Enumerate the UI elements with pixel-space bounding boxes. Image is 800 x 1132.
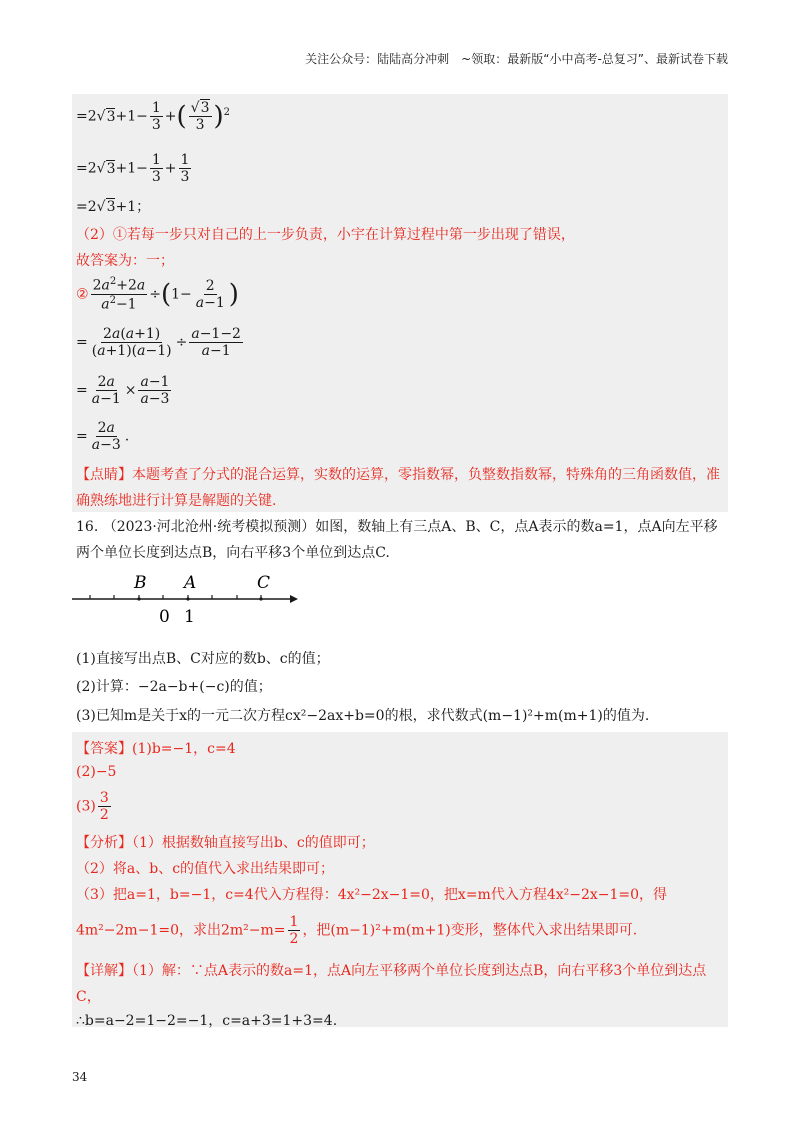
frac-num: a−1−2: [191, 326, 241, 342]
frac-den: 3: [151, 117, 161, 134]
sqrt-sign: √: [96, 108, 106, 125]
fraction: [150, 100, 163, 133]
analysis-line-2: （2）将a、b、c的值代入求出结果即可；: [76, 861, 335, 877]
eq-text: =2: [76, 160, 97, 177]
eq-text: 3: [106, 160, 116, 177]
frac-den: a−3: [140, 391, 170, 408]
q3-expression: (m−1)²+m(m+1): [482, 708, 603, 724]
frac-num: 3: [99, 790, 109, 806]
eq-text: =2: [76, 108, 97, 125]
answer-line-2: (2)−5: [76, 764, 117, 780]
q3-suffix: 的值为.: [602, 708, 650, 724]
label-A: A: [184, 573, 197, 593]
paren-open: (: [160, 279, 172, 310]
analysis-line-1: [76, 832, 375, 852]
frac-den: a−1: [195, 294, 225, 311]
problem16-line-1: [76, 516, 718, 536]
fraction: [288, 914, 301, 947]
note-text: 本题考查了分式的混合运算，实数的运算，零指数幂，负整数指数幂，特殊角的三角函数值，准: [132, 467, 720, 483]
equation-line-1: [76, 100, 230, 133]
fraction: [189, 100, 212, 133]
answer-line-1: [76, 738, 236, 758]
fraction: [138, 374, 171, 407]
answer-fill: 故答案为：一；: [76, 253, 174, 269]
q2-suffix: 的值；: [229, 679, 272, 695]
frac-num: 2: [205, 277, 215, 294]
number-line-figure: [72, 568, 302, 632]
problem16-line-2: 两个单位长度到达点B，向右平移3个单位到达点C.: [76, 545, 390, 561]
fraction: [90, 374, 123, 407]
eq-text: .: [124, 428, 130, 445]
analysis-line-3: （3）把a=1，b=−1，c=4代入方程得：4x²−2x−1=0，把x=m代入方程4x²−2x−1=0，得: [76, 887, 668, 903]
arrow-head-icon: [290, 595, 298, 603]
part2-step-2: = $\frac{2a}{a-1}$ × $\frac{a-1}{a-3}$: [76, 374, 170, 408]
paren-close: ): [228, 279, 239, 310]
answer-3-fraction: [98, 790, 111, 823]
exponent: 2: [223, 106, 231, 118]
problem-text: 如图，数轴上有三点A、B、C，点A表示的数a=1，点A向左平移: [315, 519, 718, 535]
part2-expression: ② $\frac{2a^2+2a}{a^2-1}$ ÷(1− $\frac{2}{a-1}$ ): [76, 276, 239, 313]
detail-line-2: C，: [76, 989, 101, 1005]
circled-number: ②: [76, 286, 89, 303]
tick-label-1: 1: [184, 607, 195, 627]
note-line-1: [76, 464, 720, 484]
frac-num: 1: [180, 152, 190, 168]
frac-den: a−3: [91, 437, 121, 454]
answer-label: 【答案】: [76, 741, 132, 757]
analysis-text: （1）根据数轴直接写出b、c的值即可；: [132, 835, 375, 851]
frac-num: 1: [289, 914, 299, 930]
eq-text: +1: [115, 199, 137, 215]
analysis-line-4: [76, 914, 637, 947]
fraction: [90, 326, 174, 359]
frac-den: 2: [99, 807, 109, 824]
sqrt-sign: √: [96, 199, 106, 215]
point-C: [259, 597, 262, 600]
frac-den: $a^2-1$: [101, 294, 137, 313]
fraction: [91, 276, 148, 313]
frac-den: 2: [289, 931, 299, 948]
frac-num: a−1: [140, 374, 170, 390]
page-number: 34: [72, 1070, 88, 1084]
paren-open: (: [176, 101, 187, 132]
frac-den: a−1: [91, 391, 121, 408]
eq-text: +: [164, 160, 177, 177]
detail-line-1: [76, 960, 706, 980]
frac-den: a−1: [201, 343, 231, 360]
part2-intro: （2）①若每一步只对自己的上一步负责，小宇在计算过程中第一步出现了错误，: [76, 227, 575, 243]
eq-text: 3: [200, 100, 210, 116]
note-line-2: 确熟练地进行计算是解题的关键.: [76, 493, 277, 509]
frac-num: 1: [151, 152, 161, 168]
q2-expression: −2a−b+(−c): [137, 679, 230, 695]
page-header: 关注公众号：陆陆高分冲刺 ~领取：最新版“小中高考-总复习”、最新试卷下载: [305, 52, 728, 66]
answer-1: (1)b=−1，c=4: [132, 741, 236, 757]
label-C: C: [257, 573, 271, 593]
detail-text: （1）解：∵点A表示的数a=1，点A向左平移两个单位长度到达点B，向右平移3个单位到达点: [132, 963, 707, 979]
paren-close: ): [213, 101, 224, 132]
frac-num: 2a: [97, 420, 115, 436]
note-label: 【点睛】: [76, 467, 132, 483]
answer-line-3: [76, 790, 113, 823]
q3-prefix: (3)已知m是关于x的一元二次方程: [76, 708, 286, 724]
eq-text: +: [164, 108, 177, 125]
answer-3-prefix: (3): [76, 798, 96, 815]
analysis-text: 4m²−2m−1=0，求出2m²−m=: [76, 922, 286, 939]
eq-text: 3: [106, 199, 116, 215]
frac-den: 3: [180, 169, 190, 186]
eq-text: ；: [136, 199, 151, 215]
eq-text: +1−: [115, 108, 148, 125]
answer-panel: [72, 732, 728, 1027]
analysis-text: ，把(m−1)²+m(m+1)变形，整体代入求出结果即可.: [302, 922, 638, 939]
part2-step-1: = $\frac{2a(a+1)}{(a+1)(a-1)}$ ÷ $\frac{a-1-2}{a-1}$: [76, 326, 241, 360]
eq-text: =2: [76, 199, 97, 215]
frac-den: (a+1)(a−1): [91, 343, 172, 360]
q3-mid: 的根，求代数式: [384, 708, 483, 724]
frac-num: 2a(a+1): [103, 326, 161, 342]
point-B: [137, 597, 140, 600]
frac-num: 2a: [97, 374, 115, 390]
detail-line-3: ∴b=a−2=1−2=−1，c=a+3=1+3=4.: [76, 1013, 338, 1029]
frac-den: 3: [151, 169, 161, 186]
frac-num: 1: [151, 100, 161, 116]
q2-prefix: (2)计算：: [76, 679, 138, 695]
label-B: B: [134, 573, 147, 593]
question-2: [76, 676, 272, 696]
frac-num: $2a^2+2a$: [92, 276, 146, 294]
frac-num: √3: [190, 100, 210, 116]
point-A: [186, 597, 189, 600]
equation-line-2: [76, 152, 193, 185]
fraction: [179, 152, 192, 185]
fraction: [189, 326, 243, 359]
detail-label: 【详解】: [76, 963, 132, 979]
analysis-label: 【分析】: [76, 835, 132, 851]
sqrt-sign: √: [96, 160, 106, 177]
fraction: [194, 278, 227, 311]
part2-step-3: = $\frac{2a}{a-3}$ .: [76, 420, 130, 454]
problem-number: 16.: [76, 519, 99, 535]
question-3: [76, 705, 649, 725]
fraction: [90, 420, 123, 453]
fraction: [150, 152, 163, 185]
tick-label-0: 0: [159, 607, 170, 627]
problem-source: （2023·河北沧州·统考模拟预测）: [102, 519, 316, 535]
eq-text: 3: [106, 108, 116, 125]
question-1: (1)直接写出点B、C对应的数b、c的值；: [76, 651, 330, 667]
q3-equation: cx²−2ax+b=0: [285, 708, 385, 724]
eq-text: +1−: [115, 160, 148, 177]
frac-den: 3: [195, 117, 205, 134]
equation-line-3: [76, 196, 150, 216]
